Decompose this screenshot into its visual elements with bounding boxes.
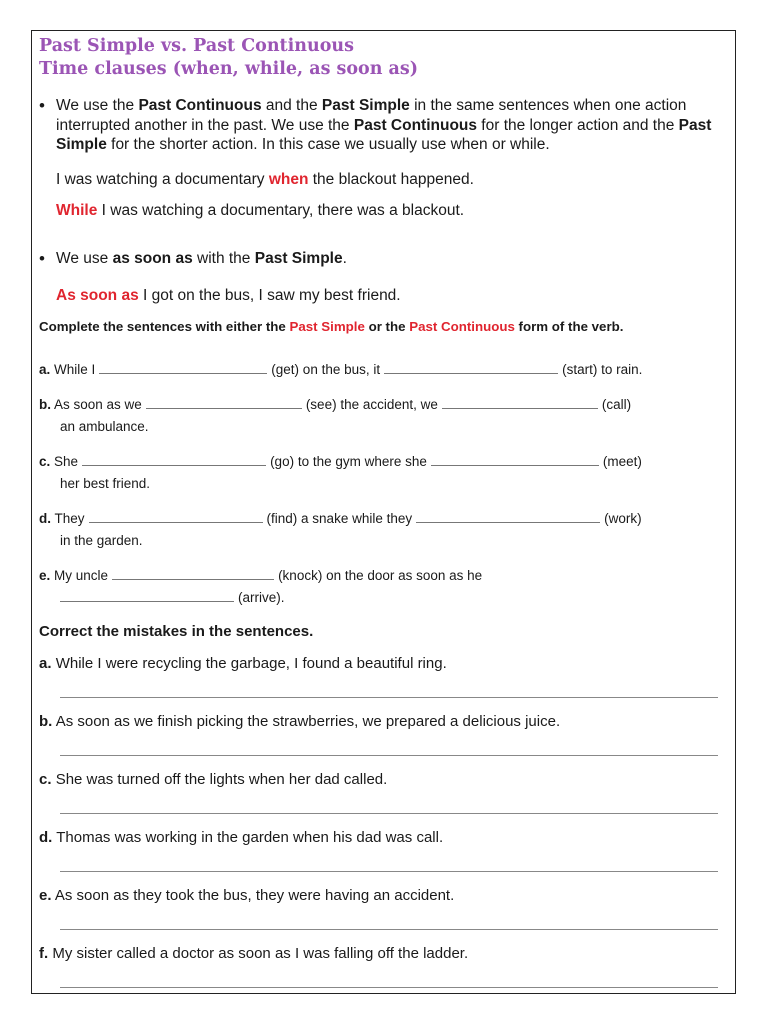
- bullet-icon: •: [39, 96, 45, 115]
- exercise-2-item-c: c. She was turned off the lights when her dad called.: [39, 771, 388, 788]
- answer-line[interactable]: [60, 987, 718, 988]
- exercise-2-item-a: a. While I were recycling the garbage, I found a beautiful ring.: [39, 655, 447, 672]
- exercise-1-item-d-line2: in the garden.: [60, 533, 143, 548]
- answer-line[interactable]: [60, 871, 718, 872]
- blank-field[interactable]: [82, 464, 266, 466]
- answer-line[interactable]: [60, 697, 718, 698]
- blank-field[interactable]: [89, 521, 263, 523]
- grammar-rule-1: [39, 96, 729, 155]
- blank-field[interactable]: [146, 407, 302, 409]
- exercise-1-item-e: e. My uncle (knock) on the door as soon as he: [39, 568, 483, 583]
- exercise-1-item-c-line2: her best friend.: [60, 476, 151, 491]
- example-sentence-2: While I was watching a documentary, there was a blackout.: [56, 202, 465, 219]
- blank-field[interactable]: [431, 464, 599, 466]
- title-line-1: Past Simple vs. Past Continuous: [39, 36, 354, 56]
- blank-field[interactable]: [384, 372, 558, 374]
- rule-2-text: We use as soon as with the Past Simple.: [56, 250, 347, 267]
- bullet-icon: •: [39, 249, 45, 268]
- answer-line[interactable]: [60, 813, 718, 814]
- blank-field[interactable]: [112, 578, 274, 580]
- exercise-1-item-b-line2: an ambulance.: [60, 419, 149, 434]
- exercise-1-instruction: Complete the sentences with either the Past Simple or the Past Continuous form of the verb.: [39, 319, 624, 334]
- exercise-2-item-e: e. As soon as they took the bus, they were having an accident.: [39, 887, 455, 904]
- example-sentence-3: As soon as I got on the bus, I saw my best friend.: [56, 287, 401, 304]
- exercise-1-item-d: d. They (find) a snake while they (work): [39, 511, 642, 526]
- rule-1-text: We use the Past Continuous and the Past Simple in the same sentences when one action interrupted another in the past. We use the Past Continuous for the longer action and the Past Simple for the shorter action. In this case we usually use when or while.: [56, 97, 712, 153]
- exercise-1-item-a: a. While I (get) on the bus, it (start) to rain.: [39, 362, 643, 377]
- blank-field[interactable]: [99, 372, 267, 374]
- exercise-2-item-d: d. Thomas was working in the garden when his dad was call.: [39, 829, 444, 846]
- exercise-1-item-b: b. As soon as we (see) the accident, we (call): [39, 397, 632, 412]
- exercise-2-item-f: f. My sister called a doctor as soon as I was falling off the ladder.: [39, 945, 469, 962]
- example-sentence-1: I was watching a documentary when the blackout happened.: [56, 171, 474, 188]
- grammar-rule-2: [39, 249, 729, 269]
- title-line-2: Time clauses (when, while, as soon as): [39, 59, 418, 79]
- worksheet-title: [39, 35, 418, 81]
- blank-field[interactable]: [416, 521, 600, 523]
- exercise-2-instruction: Correct the mistakes in the sentences.: [39, 623, 314, 640]
- answer-line[interactable]: [60, 929, 718, 930]
- answer-line[interactable]: [60, 755, 718, 756]
- exercise-2-item-b: b. As soon as we finish picking the strawberries, we prepared a delicious juice.: [39, 713, 561, 730]
- blank-field[interactable]: [60, 600, 234, 602]
- blank-field[interactable]: [442, 407, 598, 409]
- exercise-1-item-c: c. She (go) to the gym where she (meet): [39, 454, 642, 469]
- exercise-1-item-e-line2: (arrive).: [56, 590, 285, 605]
